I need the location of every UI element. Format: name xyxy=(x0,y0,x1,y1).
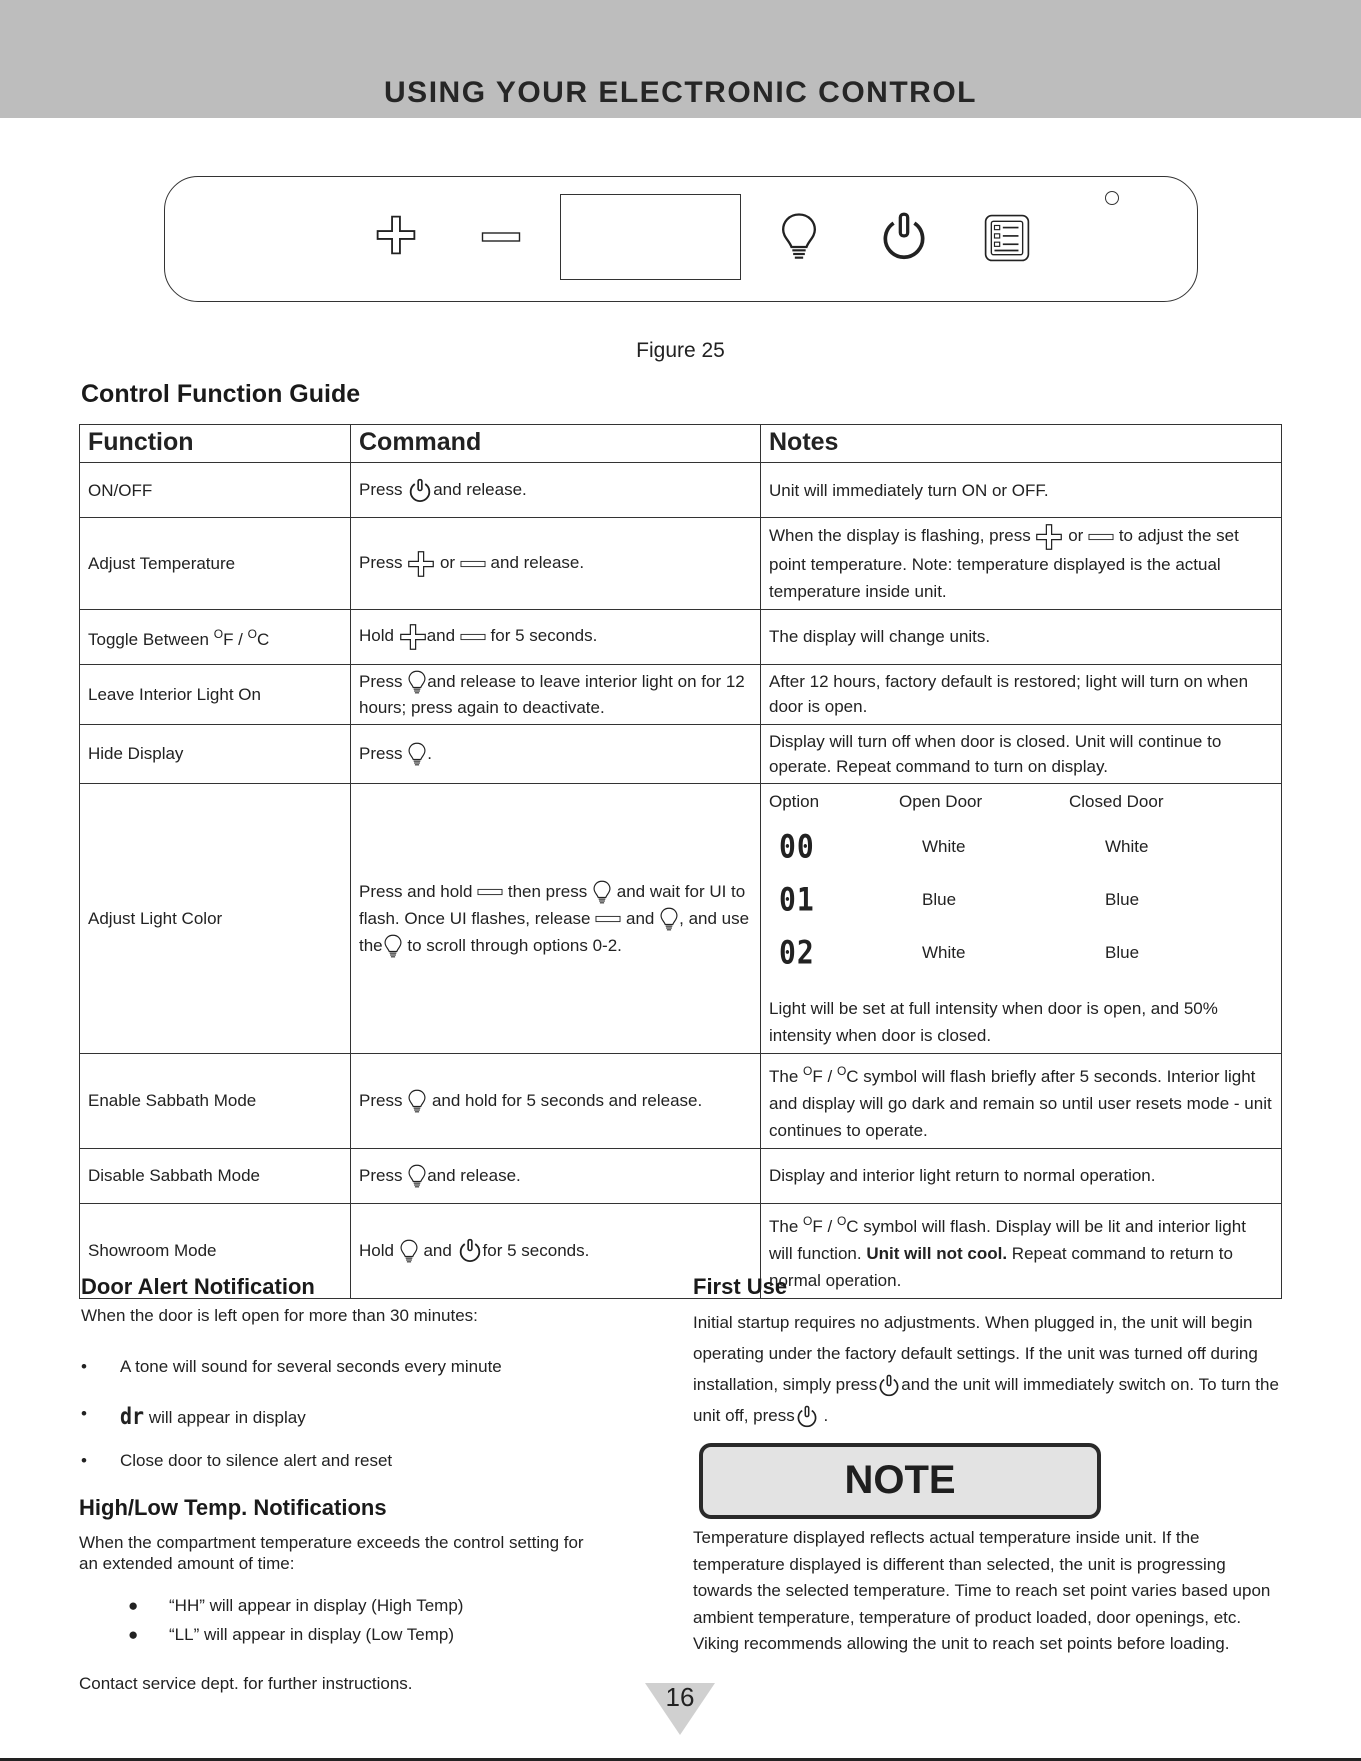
door-alert-code: dr xyxy=(120,1402,145,1430)
table-row-light-color xyxy=(80,783,1282,1053)
light-bulb-icon xyxy=(383,934,403,959)
control-function-table xyxy=(79,424,1282,1299)
light-bulb-icon xyxy=(407,1164,427,1189)
header-notes: Notes xyxy=(761,425,1282,463)
light-color-footer: Light will be set at full intensity when door is open, and 50% intensity when door is closed. xyxy=(769,998,1218,1045)
door-alert-title: Door Alert Notification xyxy=(81,1274,315,1299)
minus-icon xyxy=(481,231,521,243)
note-box xyxy=(699,1443,1101,1519)
indicator-led-icon xyxy=(1105,191,1119,205)
command-cell: Press . xyxy=(351,724,761,783)
table-row-hide-display xyxy=(80,724,1282,783)
function-cell: Leave Interior Light On xyxy=(80,664,351,724)
hilo-title: High/Low Temp. Notifications xyxy=(79,1495,387,1520)
door-alert-intro: When the door is left open for more than 30 minutes: xyxy=(81,1306,478,1325)
power-icon xyxy=(877,1374,901,1398)
hilo-intro: When the compartment temperature exceeds the control setting for an extended amount of time: xyxy=(79,1533,584,1573)
command-cell: Hold and for 5 seconds. xyxy=(351,1203,761,1298)
light-bulb-icon xyxy=(399,1239,419,1264)
page-title: USING YOUR ELECTRONIC CONTROL xyxy=(384,76,977,109)
menu-icon xyxy=(984,214,1030,262)
minus-icon xyxy=(595,915,621,923)
light-bulb-icon xyxy=(407,670,427,695)
table-row-interior-light xyxy=(80,664,1282,724)
contact-text: Contact service dept. for further instructions. xyxy=(79,1674,413,1693)
function-cell: Adjust Temperature xyxy=(80,518,351,610)
table-row-enable-sabbath xyxy=(80,1053,1282,1148)
notes-cell: The $^O$F / $^O$C symbol will flash briefly after 5 seconds. Interior light and display will go dark and remain so until user resets mode - unit continues to operate. xyxy=(761,1053,1282,1148)
table-row-disable-sabbath xyxy=(80,1148,1282,1203)
function-cell: Disable Sabbath Mode xyxy=(80,1148,351,1203)
light-bulb-icon xyxy=(407,742,427,767)
display-window xyxy=(560,194,741,280)
note-title: NOTE xyxy=(844,1458,956,1502)
command-cell: Press and release to leave interior light on for 12 hours; press again to deactivate. xyxy=(351,664,761,724)
notes-cell: Unit will immediately turn ON or OFF. xyxy=(761,463,1282,518)
notes-cell xyxy=(761,783,1282,1053)
header-function: Function xyxy=(80,425,351,463)
plus-icon xyxy=(407,550,435,578)
notes-cell: The $^O$F / $^O$C symbol will flash. Display will be lit and interior light will function. Unit will not cool. Repeat command to return to normal operation. xyxy=(761,1203,1282,1298)
option-code-display: 02 xyxy=(779,933,815,972)
notes-cell: Display and interior light return to normal operation. xyxy=(761,1148,1282,1203)
light-bulb-icon xyxy=(779,210,819,264)
guide-title: Control Function Guide xyxy=(81,380,361,408)
plus-icon xyxy=(1035,523,1063,551)
list-item: • dr will appear in display xyxy=(81,1402,306,1430)
minus-icon xyxy=(477,888,503,896)
function-cell: Enable Sabbath Mode xyxy=(80,1053,351,1148)
function-cell: Showroom Mode xyxy=(80,1203,351,1298)
note-text: Temperature displayed reflects actual temperature inside unit. If the temperature displayed is different than selected, the unit is progressing towards the selected temperature. Time to reach set point varies based upon ambient temperature, temperature of product loaded, door openings, etc. Viking recommends allowing the unit to reach set points before loading. xyxy=(693,1528,1271,1653)
plus-icon xyxy=(399,623,427,651)
header-command: Command xyxy=(351,425,761,463)
command-cell: Press and release. xyxy=(351,463,761,518)
command-cell: Press or and release. xyxy=(351,518,761,610)
first-use-title: First Use xyxy=(693,1274,788,1299)
minus-icon xyxy=(460,560,486,568)
table-header-row xyxy=(80,425,1282,463)
command-cell: Press and hold for 5 seconds and release. xyxy=(351,1053,761,1148)
command-cell: Hold and for 5 seconds. xyxy=(351,609,761,664)
table-row-onoff xyxy=(80,463,1282,518)
notes-cell: Display will turn off when door is closed. Unit will continue to operate. Repeat command to turn on display. xyxy=(761,724,1282,783)
table-row-toggle-units xyxy=(80,609,1282,664)
figure-caption: Figure 25 xyxy=(636,339,725,362)
option-code-display: 01 xyxy=(779,880,815,919)
table-row-adjust-temperature xyxy=(80,518,1282,610)
command-cell: Press and hold then press and wait for UI to flash. Once UI flashes, release and , and use the to scroll through options 0-2. xyxy=(351,783,761,1053)
first-use-text: Initial startup requires no adjustments. When plugged in, the unit will begin operating under the factory default settings. If the unit was turned off during installation, simply press and the unit will immediately switch on. To turn the unit off, press . xyxy=(693,1307,1283,1431)
power-icon xyxy=(407,478,433,504)
power-icon xyxy=(795,1405,819,1429)
power-icon xyxy=(878,211,930,263)
minus-icon xyxy=(1088,533,1114,541)
light-bulb-icon xyxy=(407,1089,427,1114)
light-bulb-icon xyxy=(592,880,612,905)
function-cell: Adjust Light Color xyxy=(80,783,351,1053)
option-code-display: 00 xyxy=(779,827,815,866)
notes-cell: After 12 hours, factory default is restored; light will turn on when door is open. xyxy=(761,664,1282,724)
function-cell: Toggle Between $^O$F / $^O$C xyxy=(80,609,351,664)
notes-cell: When the display is flashing, press or to adjust the set point temperature. Note: temperature displayed is the actual temperature inside unit. xyxy=(761,518,1282,610)
page-number: 16 xyxy=(665,1682,695,1712)
command-cell: Press and release. xyxy=(351,1148,761,1203)
function-cell: ON/OFF xyxy=(80,463,351,518)
plus-icon xyxy=(375,214,417,256)
light-color-options: Option Open Door Closed Door 00 White White 01 Blue Blue 02 White Blue xyxy=(769,791,1164,972)
minus-icon xyxy=(460,633,486,641)
notes-cell: The display will change units. xyxy=(761,609,1282,664)
function-cell: Hide Display xyxy=(80,724,351,783)
power-icon xyxy=(457,1238,483,1264)
light-bulb-icon xyxy=(659,907,679,932)
